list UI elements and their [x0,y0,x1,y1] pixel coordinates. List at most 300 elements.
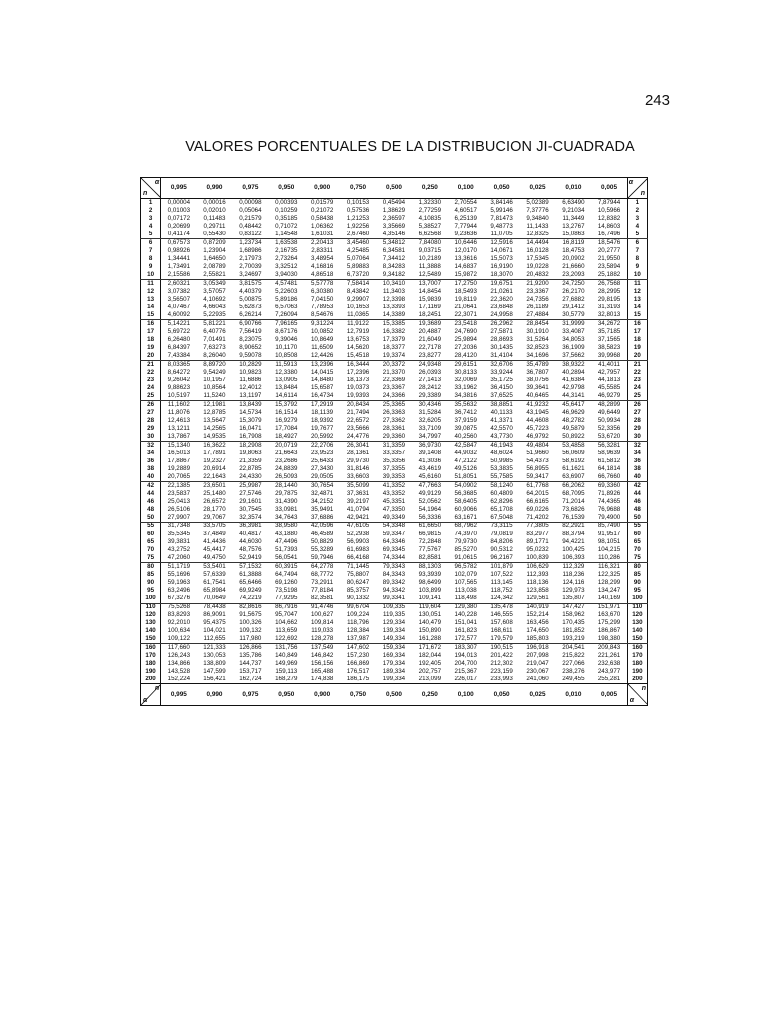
value-cell: 64,3346 [382,538,406,546]
value-cell: 59,1963 [167,578,191,586]
table-row [141,450,648,458]
value-cell: 5,99146 [490,206,513,214]
value-cell: 91,0615 [448,554,484,562]
value-cell: 49,5879 [562,424,585,432]
value-cell: 7,84080 [418,239,442,247]
value-cell: 8,26040 [197,352,233,360]
value-cell: 15,0863 [555,231,591,239]
value-cell: 36,9730 [418,441,442,449]
value-cell: 156,156 [310,659,334,667]
value-cell: 21,6643 [275,449,298,457]
value-cell: 14,0415 [310,368,334,376]
value-cell: 16,9279 [275,417,298,424]
value-cell: 0,87209 [203,239,226,247]
value-cell: 34,2152 [310,497,334,505]
value-cell: 186,867 [597,627,621,635]
value-cell: 3,24697 [232,271,268,279]
value-cell: 15,3385 [382,320,406,328]
table-row [141,409,648,417]
value-cell: 129,380 [454,603,477,611]
value-cell: 8,03365 [167,360,191,368]
value-cell: 33,7109 [418,424,442,432]
degrees-of-freedom-cell: 90 [627,579,647,587]
value-cell: 69,3345 [382,546,406,554]
value-cell: 18,5476 [597,239,621,247]
value-cell: 124,116 [562,578,585,586]
value-cell: 50,8829 [310,538,334,546]
value-cell: 29,9730 [346,457,370,465]
value-cell: 46,9279 [591,392,627,400]
value-cell: 37,5662 [555,352,591,360]
table-row [141,207,648,215]
value-cell: 109,814 [310,619,334,627]
degrees-of-freedom-cell: 21 [627,360,647,368]
value-cell: 95,0232 [526,546,549,554]
value-cell: 65,6466 [239,578,262,586]
degrees-of-freedom-cell: 150 [627,635,647,643]
degrees-of-freedom-cell: 44 [627,490,647,498]
table-row [141,344,648,352]
degrees-of-freedom-cell: 7 [627,247,647,255]
value-cell: 22,7178 [418,344,442,351]
value-cell: 4,86518 [304,271,340,279]
value-cell: 209,843 [597,643,621,651]
table-row [141,619,648,627]
value-cell: 10,5197 [161,392,197,400]
table-row [141,199,648,207]
table-row [141,554,648,562]
value-cell: 23,9523 [310,449,334,457]
value-cell: 12,4012 [239,384,262,392]
value-cell: 10,8649 [310,336,334,343]
value-cell: 12,1981 [203,401,226,409]
value-cell: 100,839 [520,554,556,562]
value-cell: 86,7916 [275,603,298,611]
value-cell: 12,3398 [382,295,406,303]
value-cell: 1,92256 [346,222,370,230]
value-cell: 109,224 [346,611,370,619]
value-cell: 20,3372 [382,360,406,368]
alpha-header-cell: 0,005 [591,178,627,199]
value-cell: 243,977 [597,667,621,675]
value-cell: 84,8206 [490,538,513,546]
value-cell: 6,26480 [167,336,191,343]
degrees-of-freedom-cell: 42 [141,482,161,490]
value-cell: 37,1565 [597,336,621,343]
table-row [141,360,648,368]
value-cell: 28,8454 [526,320,549,328]
value-cell: 146,555 [490,611,513,619]
table-body [141,199,648,684]
table-row [141,482,648,490]
value-cell: 44,4608 [526,417,549,424]
table-row [141,377,648,385]
table-row [141,401,648,409]
value-cell: 74,2219 [232,595,268,603]
value-cell: 221,261 [597,651,621,659]
alpha-header-cell: 0,050 [484,684,520,706]
value-cell: 7,96165 [275,320,298,328]
table-row [141,279,648,287]
value-cell: 0,20699 [167,222,191,230]
page-number: 243 [644,92,670,109]
value-cell: 66,4168 [340,554,376,562]
value-cell: 19,8063 [239,449,262,457]
value-cell: 134,866 [167,659,191,667]
degrees-of-freedom-cell: 27 [141,409,161,417]
value-cell: 64,1814 [597,465,621,473]
value-cell: 73,6826 [562,505,585,513]
value-cell: 13,1211 [167,424,190,432]
value-cell: 98,6499 [418,578,442,586]
value-cell: 10,2189 [418,255,442,263]
value-cell: 34,2672 [597,320,621,328]
value-cell: 1,06362 [310,222,334,230]
value-cell: 18,9392 [310,417,334,424]
value-cell: 139,334 [382,627,406,635]
degrees-of-freedom-cell: 40 [141,473,161,481]
value-cell: 24,9958 [484,311,520,319]
value-cell: 128,299 [597,578,621,586]
value-cell: 35,7185 [597,328,621,336]
value-cell: 21,7494 [346,409,370,416]
value-cell: 23,3367 [382,384,406,392]
value-cell: 18,3070 [484,271,520,279]
value-cell: 19,3374 [376,352,412,360]
degrees-of-freedom-cell: 200 [627,676,647,684]
table-row [141,231,648,239]
value-cell: 10,1653 [346,303,370,311]
degrees-of-freedom-cell: 8 [627,255,647,263]
value-cell: 42,9421 [340,514,376,522]
degrees-of-freedom-cell: 90 [141,579,161,587]
value-cell: 43,2752 [167,546,191,554]
value-cell: 10,6446 [454,239,477,247]
value-cell: 100,425 [562,546,585,554]
value-cell: 50,9934 [597,417,621,424]
value-cell: 126,866 [239,643,262,651]
value-cell: 112,329 [562,562,585,570]
value-cell: 26,6572 [203,497,226,505]
value-cell: 54,4373 [526,457,549,465]
value-cell: 0,00098 [239,198,262,206]
value-cell: 53,4858 [562,441,585,449]
degrees-of-freedom-cell: 13 [627,296,647,304]
n-symbol: n [640,190,645,197]
value-cell: 31,4390 [275,497,298,505]
value-cell: 113,145 [490,578,513,586]
value-cell: 2,20413 [310,239,334,247]
value-cell: 2,55821 [197,271,233,279]
value-cell: 33,9244 [490,368,513,376]
value-cell: 15,5073 [490,255,513,263]
value-cell: 12,4613 [167,417,191,424]
value-cell: 31,3193 [597,303,621,311]
value-cell: 18,5493 [454,287,477,295]
value-cell: 0,29711 [203,222,226,230]
value-cell: 11,6509 [311,344,334,351]
value-cell: 88,1303 [418,562,442,570]
value-cell: 84,3343 [382,570,406,578]
value-cell: 189,334 [382,667,406,675]
value-cell: 186,175 [346,675,370,683]
value-cell: 74,3970 [454,530,477,538]
value-cell: 140,919 [526,603,549,611]
value-cell: 32,6706 [490,360,513,368]
degrees-of-freedom-cell: 65 [627,538,647,546]
degrees-of-freedom-cell: 29 [141,425,161,433]
degrees-of-freedom-cell: 110 [141,603,161,611]
value-cell: 13,0905 [275,376,298,384]
value-cell: 101,879 [490,562,513,570]
value-cell: 20,0902 [562,255,585,263]
value-cell: 16,4734 [304,392,340,400]
alpha-header-cell: 0,750 [340,178,376,199]
value-cell: 49,9129 [418,490,442,497]
value-cell: 19,0228 [526,263,549,270]
degrees-of-freedom-cell: 100 [141,595,161,603]
table-row [141,255,648,263]
value-cell: 26,2962 [490,320,513,328]
value-cell: 54,3348 [382,522,406,530]
value-cell: 1,61031 [304,231,340,239]
table-row [141,296,648,304]
degrees-of-freedom-cell: 4 [141,223,161,231]
table-row [141,239,648,247]
value-cell: 14,5734 [239,409,262,416]
value-cell: 1,23734 [239,239,262,247]
value-cell: 13,6753 [346,336,370,343]
value-cell: 31,7348 [167,522,191,530]
value-cell: 3,56507 [167,295,191,303]
value-cell: 42,0596 [310,522,334,530]
value-cell: 35,1725 [490,376,513,384]
degrees-of-freedom-cell: 60 [141,531,161,539]
value-cell: 23,6501 [203,482,226,490]
value-cell: 47,2122 [454,457,477,465]
value-cell: 39,3353 [376,473,412,481]
value-cell: 24,8839 [275,465,298,473]
value-cell: 6,34581 [382,247,406,255]
value-cell: 46,4589 [310,530,334,538]
value-cell: 22,3620 [490,295,513,303]
value-cell: 94,4221 [562,538,585,546]
value-cell: 116,321 [598,562,620,570]
value-cell: 14,9535 [197,433,233,441]
table-row [141,288,648,296]
value-cell: 6,57063 [275,303,298,311]
value-cell: 45,4417 [203,546,226,554]
value-cell: 23,5666 [346,424,370,432]
value-cell: 16,5013 [167,449,191,457]
value-cell: 122,325 [597,570,621,578]
value-cell: 98,1051 [597,538,621,546]
degrees-of-freedom-cell: 15 [141,311,161,319]
value-cell: 12,4426 [304,352,340,360]
value-cell: 83,8293 [167,611,191,619]
value-cell: 46,9629 [562,409,585,416]
alpha-header-cell: 0,900 [304,178,340,199]
value-cell: 2,17973 [239,255,262,263]
value-cell: 6,40776 [203,328,226,336]
value-cell: 26,3041 [346,441,370,449]
degrees-of-freedom-cell: 10 [627,271,647,279]
value-cell: 85,7490 [597,522,621,530]
degrees-of-freedom-cell: 6 [627,239,647,247]
value-cell: 37,6525 [484,392,520,400]
value-cell: 16,8119 [562,239,585,247]
value-cell: 8,64272 [167,368,191,376]
value-cell: 49,5126 [454,465,477,473]
value-cell: 11,6886 [239,376,262,384]
value-cell: 27,3430 [310,465,334,473]
value-cell: 23,8277 [412,352,448,360]
table-row [141,668,648,676]
degrees-of-freedom-cell: 7 [141,247,161,255]
value-cell: 60,3915 [275,562,298,570]
value-cell: 2,15586 [161,271,197,279]
alpha-header-cell: 0,975 [232,178,268,199]
value-cell: 24,4776 [340,433,376,441]
value-cell: 14,3389 [376,311,412,319]
value-cell: 0,05064 [239,206,262,214]
value-cell: 59,7946 [304,554,340,562]
table-row [141,271,648,279]
alpha-header-cell: 0,990 [197,178,233,199]
degrees-of-freedom-cell: 14 [141,304,161,312]
value-cell: 204,541 [562,643,585,651]
value-cell: 104,215 [597,546,621,554]
value-cell: 44,3141 [555,392,591,400]
table-row [141,425,648,433]
degrees-of-freedom-cell: 70 [627,546,647,554]
value-cell: 85,5270 [454,546,477,554]
value-cell: 176,517 [346,667,370,675]
value-cell: 10,1170 [275,344,298,351]
value-cell: 30,8133 [454,368,477,376]
value-cell: 7,56419 [239,328,262,336]
value-cell: 47,2060 [161,554,197,562]
value-cell: 227,066 [562,659,585,667]
value-cell: 65,8984 [203,586,226,594]
value-cell: 45,3351 [382,497,406,505]
value-cell: 17,2396 [346,368,370,376]
value-cell: 152,224 [167,675,191,683]
value-cell: 30,4346 [418,401,442,409]
value-cell: 9,34840 [526,214,549,222]
value-cell: 23,5837 [167,490,191,497]
degrees-of-freedom-cell: 28 [627,417,647,425]
degrees-of-freedom-cell: 80 [141,563,161,571]
value-cell: 163,670 [597,611,621,619]
table-row [141,223,648,231]
degrees-of-freedom-cell: 16 [627,320,647,328]
degrees-of-freedom-cell: 12 [141,288,161,296]
value-cell: 165,488 [310,667,334,675]
value-cell: 96,5782 [454,562,477,570]
value-cell: 0,58438 [310,214,334,222]
value-cell: 19,7677 [310,424,334,432]
value-cell: 20,5992 [304,433,340,441]
value-cell: 8,90652 [239,344,262,351]
value-cell: 5,07064 [346,255,370,263]
value-cell: 51,7393 [275,546,298,554]
value-cell: 34,8053 [562,336,585,343]
degrees-of-freedom-cell: 11 [141,279,161,287]
value-cell: 158,962 [562,611,585,619]
table-row [141,498,648,506]
value-cell: 80,6247 [346,578,370,586]
value-cell: 1,32330 [418,198,442,206]
value-cell: 43,7730 [484,433,520,441]
value-cell: 106,629 [526,562,549,570]
value-cell: 38,5823 [597,344,621,351]
degrees-of-freedom-cell: 2 [627,207,647,215]
value-cell: 25,6433 [310,457,334,465]
value-cell: 7,37776 [526,206,549,214]
value-cell: 2,70039 [239,263,262,270]
value-cell: 0,45494 [382,198,406,206]
value-cell: 18,2908 [239,441,262,449]
degrees-of-freedom-cell: 120 [141,611,161,619]
value-cell: 27,5746 [239,490,262,497]
value-cell: 138,809 [203,659,226,667]
value-cell: 129,334 [382,619,406,627]
value-cell: 137,987 [340,635,376,643]
value-cell: 66,7660 [591,473,627,481]
value-cell: 0,71072 [275,222,298,230]
value-cell: 159,334 [382,643,406,651]
value-cell: 38,0756 [526,376,549,384]
value-cell: 0,10259 [275,206,298,214]
value-cell: 58,1240 [490,482,513,490]
value-cell: 15,4518 [340,352,376,360]
value-cell: 18,4927 [268,433,304,441]
value-cell: 179,579 [484,635,520,643]
value-cell: 93,3939 [418,570,442,578]
table-row [141,643,648,651]
value-cell: 5,02389 [526,198,549,206]
table-row [141,392,648,400]
value-cell: 207,998 [526,651,549,659]
value-cell: 11,3449 [562,214,585,222]
value-cell: 75,8807 [346,570,370,578]
value-cell: 6,25139 [454,214,477,222]
value-cell: 0,57536 [346,206,370,214]
value-cell: 2,60321 [167,279,191,287]
value-cell: 107,522 [490,570,513,578]
value-cell: 5,81221 [203,320,226,328]
value-cell: 118,136 [526,578,549,586]
value-cell: 88,3794 [562,530,585,538]
table-row [141,579,648,587]
value-cell: 104,662 [275,619,298,627]
value-cell: 23,2686 [275,457,298,465]
degrees-of-freedom-cell: 18 [627,336,647,344]
degrees-of-freedom-cell: 48 [627,506,647,514]
value-cell: 28,1770 [203,505,226,513]
value-cell: 147,427 [562,603,585,611]
value-cell: 36,4150 [490,384,513,392]
value-cell: 4,10835 [418,214,442,222]
value-cell: 149,334 [376,635,412,643]
value-cell: 14,6837 [454,263,477,270]
value-cell: 193,219 [555,635,591,643]
value-cell: 131,756 [275,643,298,651]
value-cell: 22,3071 [448,311,484,319]
value-cell: 50,8922 [555,433,591,441]
value-cell: 2,67460 [340,231,376,239]
